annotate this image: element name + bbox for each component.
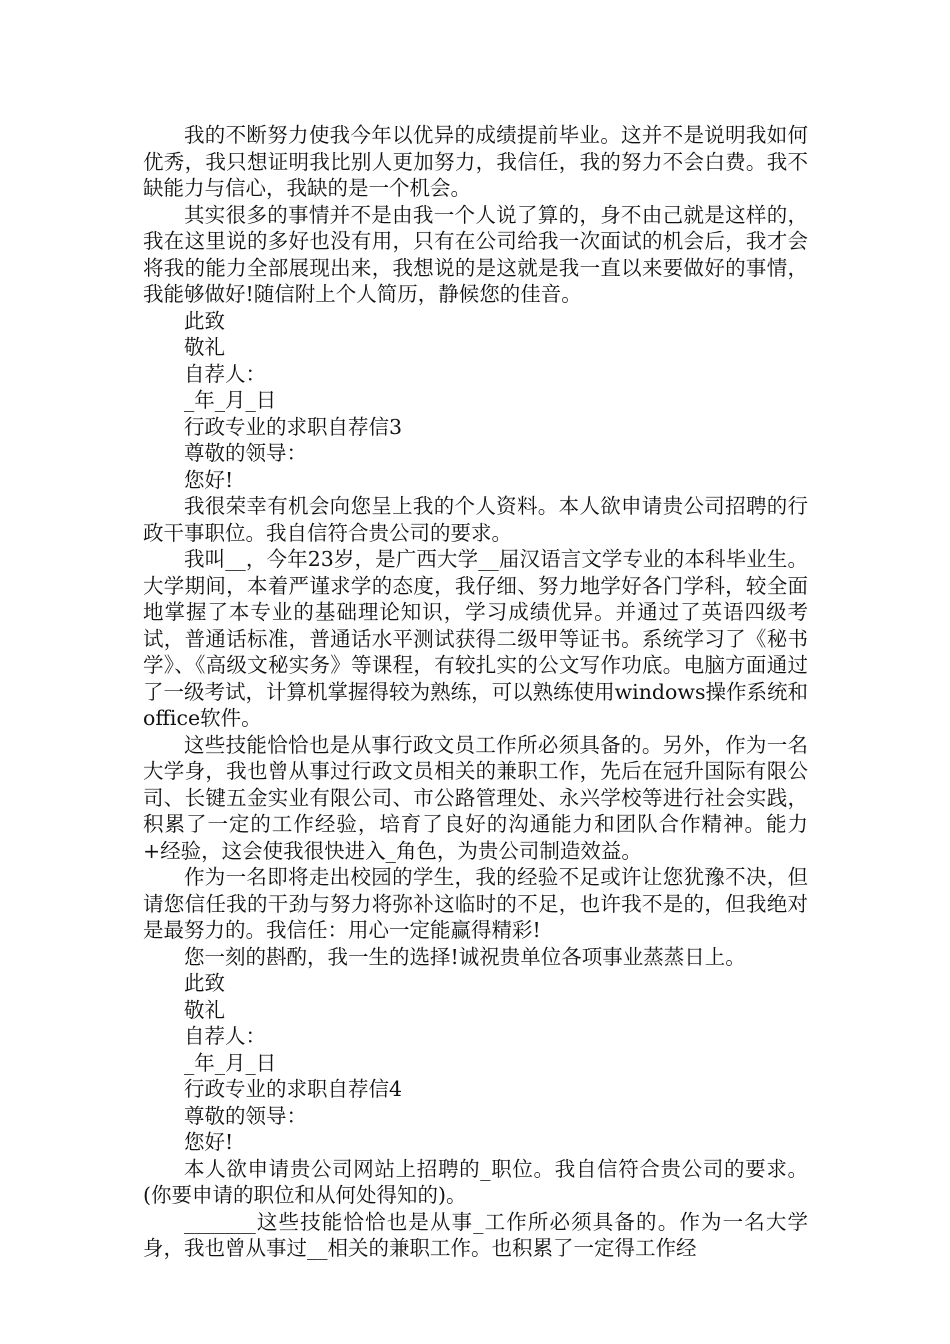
greeting-address: 尊敬的领导：	[184, 441, 307, 465]
paragraph-introduction: 我很荣幸有机会向您呈上我的个人资料。本人欲申请贵公司招聘的行政干事职位。我自信符合贵公司的要求。	[143, 494, 808, 545]
closing-regards: 敬礼	[184, 335, 225, 359]
greeting-address: 尊敬的领导：	[184, 1103, 307, 1128]
paragraph-skills: _______这些技能恰恰也是从事_工作所必须具备的。作为一名大学身，我也曾从事过__相关的兼职工作。也积累了一定得工作经	[143, 1209, 808, 1260]
closing-salutation: 此致	[184, 308, 225, 333]
document-body	[143, 122, 808, 1262]
paragraph-wishes: 您一刻的斟酌，我一生的选择!诚祝贵单位各项事业蒸蒸日上。	[184, 944, 746, 969]
paragraph-education: 我叫__，今年23岁，是广西大学__届汉语言文学专业的本科毕业生。大学期间，本着严谨求学的态度，我仔细、努力地学好各门学科，较全面地掌握了本专业的基础理论知识，学习成绩优异。并通过了英语四级考试，普通话标准，普通话水平测试获得二级甲等证书。系统学习了《秘书学》、《高级文秘实务》等课程，有较扎实的公文写作功底。电脑方面通过了一级考试，计算机掌握得较为熟练，可以熟练使用windows操作系统和office软件。	[143, 547, 808, 730]
greeting-hello: 您好!	[184, 1130, 234, 1154]
closing-salutation: 此致	[184, 971, 225, 995]
date-line: _年_月_日	[184, 388, 277, 412]
letter-title: 行政专业的求职自荐信3	[184, 414, 403, 439]
paragraph-interview-chance: 其实很多的事情并不是由我一个人说了算的，身不由己就是这样的，我在这里说的多好也没有用，只有在公司给我一次面试的机会后，我才会将我的能力全部展现出来，我想说的是这就是我一直以来要做好的事情，我能够做好!随信附上个人简历，静候您的佳音。	[143, 202, 808, 306]
closing-regards: 敬礼	[184, 997, 225, 1022]
paragraph-experience: 这些技能恰恰也是从事行政文员工作所必须具备的。另外，作为一名大学身，我也曾从事过行政文员相关的兼职工作，先后在冠升国际有限公司、长键五金实业有限公司、市公路管理处、永兴学校等进行社会实践，积累了一定的工作经验，培育了良好的沟通能力和团队合作精神。能力+经验，这会使我很快进入_角色，为贵公司制造效益。	[143, 732, 808, 863]
paragraph-commitment: 作为一名即将走出校园的学生，我的经验不足或许让您犹豫不决，但请您信任我的干劲与努力将弥补这临时的不足，也许我不是的，但我绝对是最努力的。我信任：用心一定能赢得精彩!	[143, 865, 808, 942]
signature-label: 自荐人：	[184, 1024, 266, 1048]
date-line: _年_月_日	[184, 1050, 277, 1075]
letter-title: 行政专业的求职自荐信4	[184, 1077, 403, 1101]
signature-label: 自荐人：	[184, 361, 266, 386]
paragraph-graduation: 我的不断努力使我今年以优异的成绩提前毕业。这并不是说明我如何优秀，我只想证明我比别人更加努力，我信任，我的努力不会白费。我不缺能力与信心，我缺的是一个机会。	[143, 123, 808, 200]
greeting-hello: 您好!	[184, 467, 234, 492]
paragraph-application: 本人欲申请贵公司网站上招聘的_职位。我自信符合贵公司的要求。(你要申请的职位和从何处得知的)。	[143, 1156, 808, 1207]
